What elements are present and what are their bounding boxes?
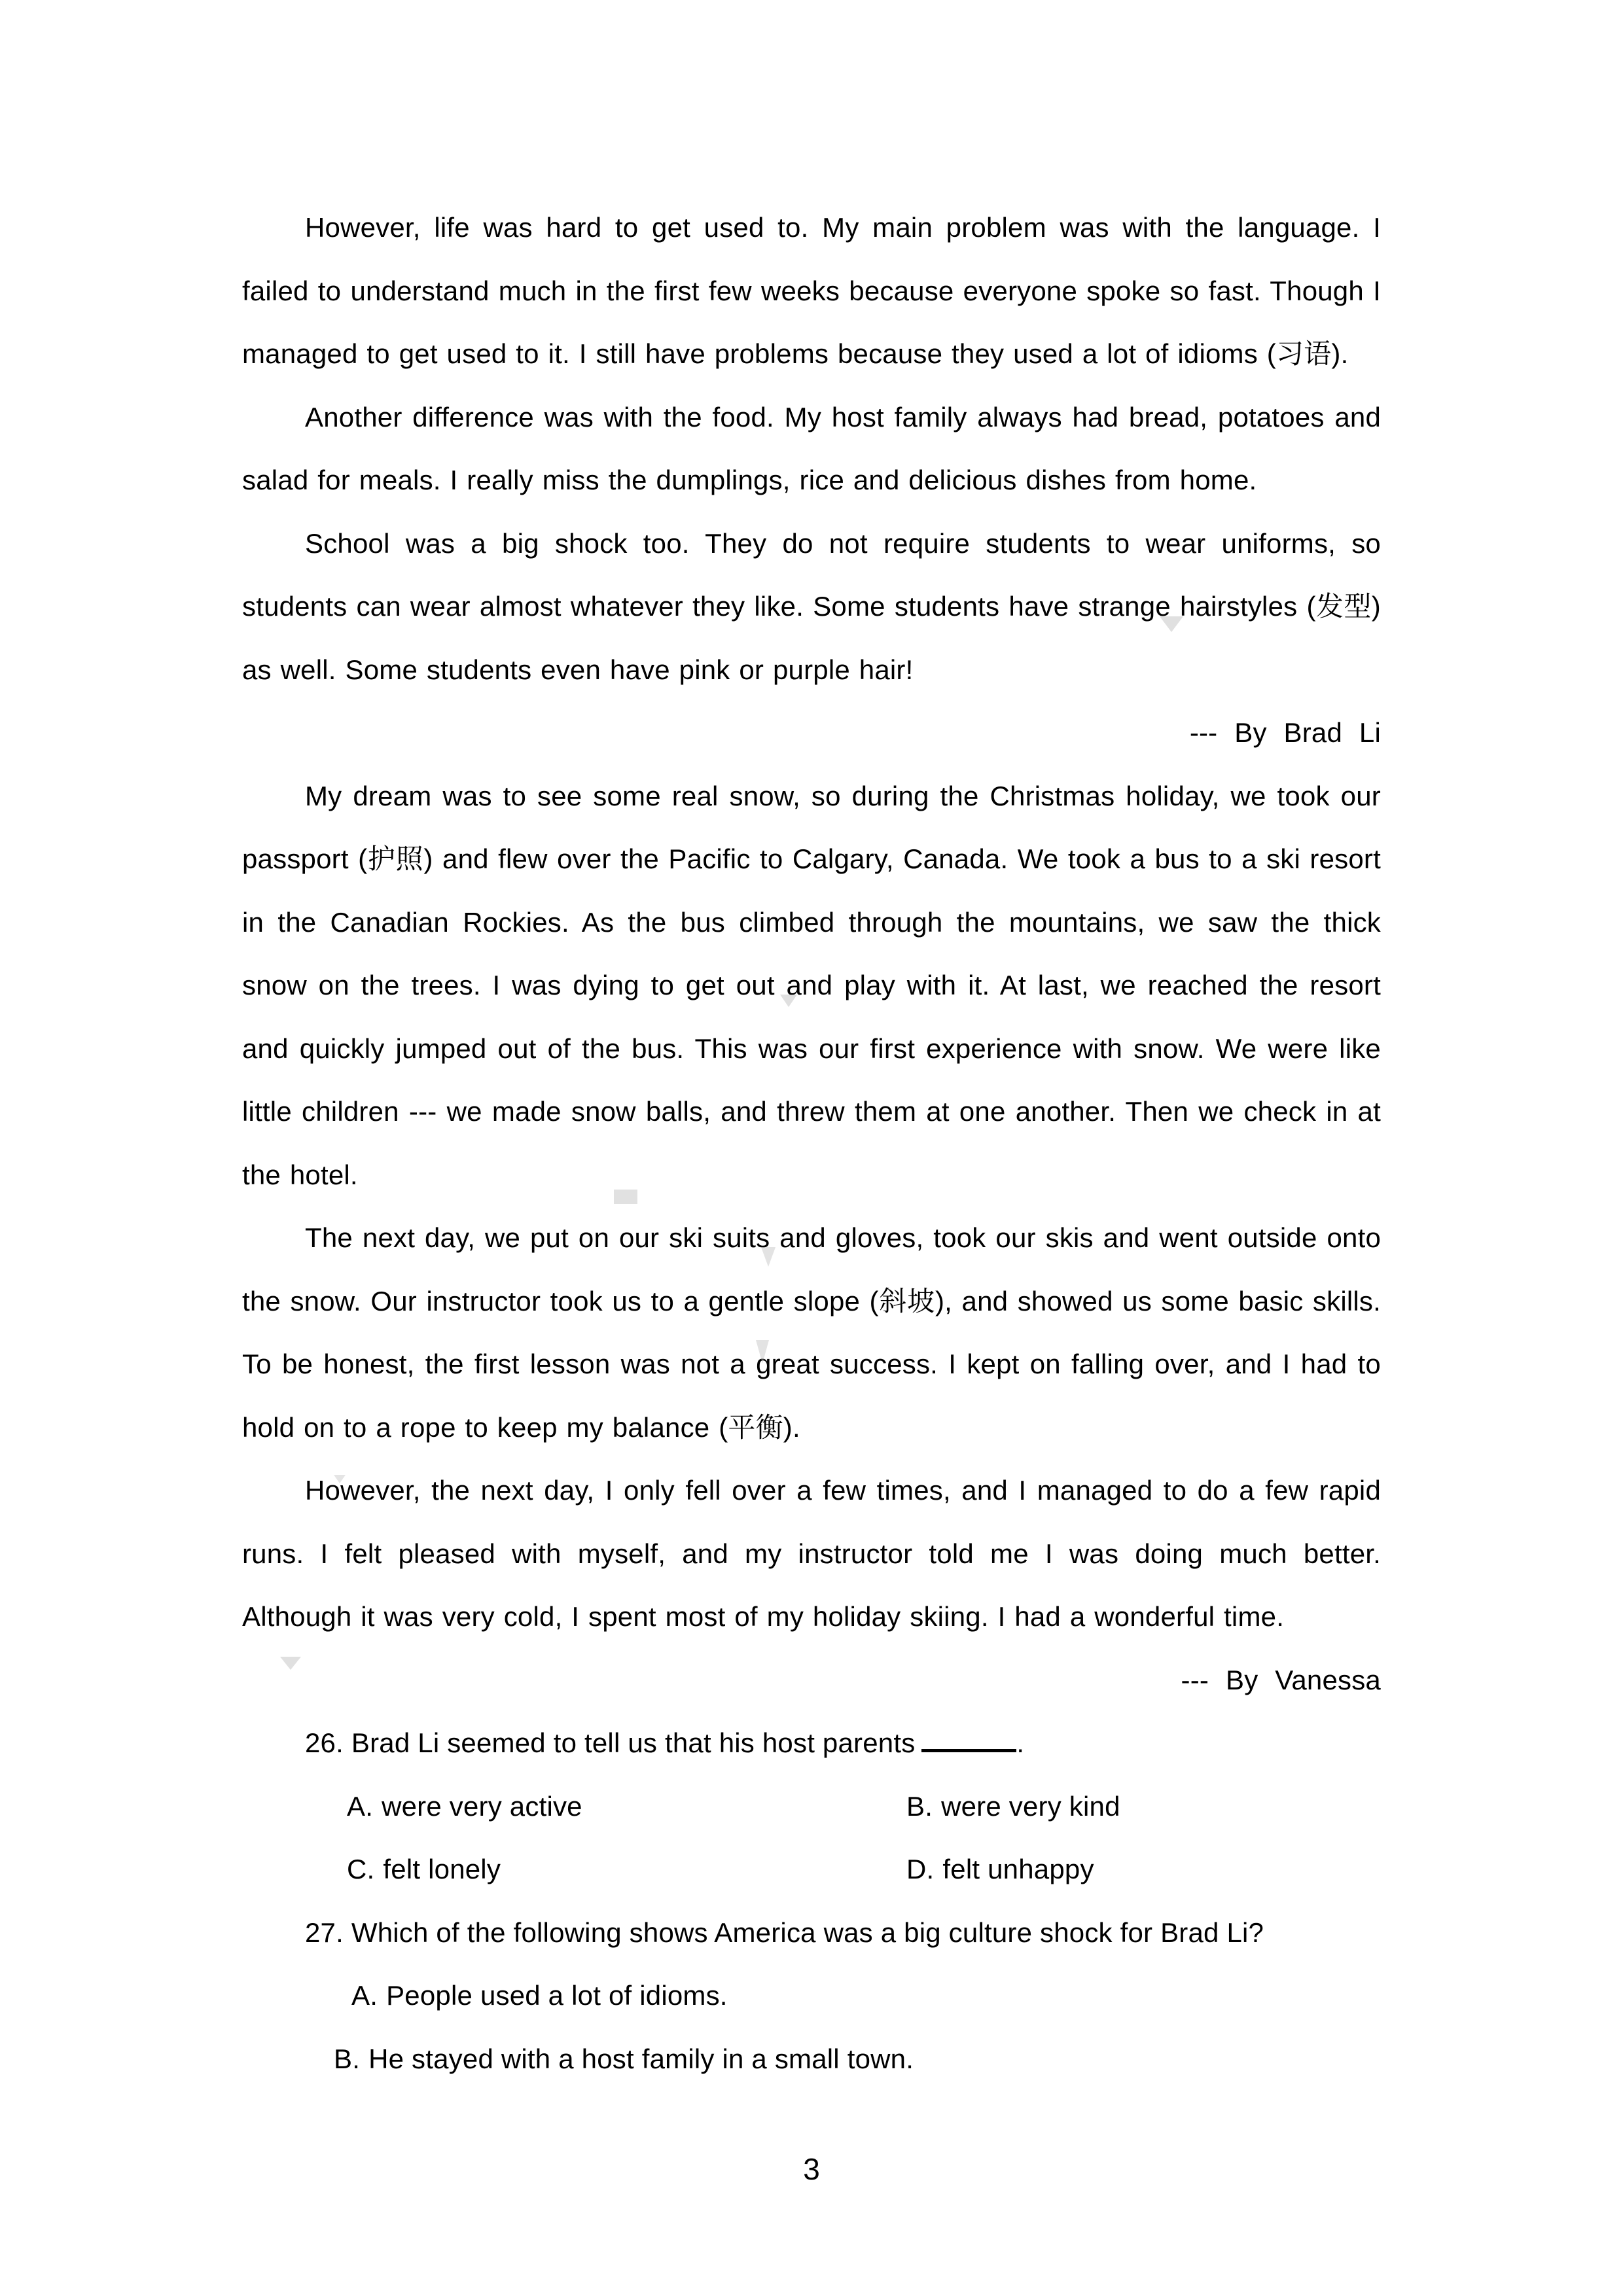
page-number: 3: [803, 2152, 820, 2186]
scan-artifact: [756, 1340, 769, 1364]
option-26-c-label: C.: [347, 1854, 375, 1884]
reading-passage-section: [242, 196, 1381, 2091]
question-26: [242, 1712, 1381, 1901]
byline-brad-li: --- By Brad Li: [1189, 717, 1381, 748]
passage-a-paragraph-1: However, life was hard to get used to. My main problem was with the language. I failed to understand much in the first few weeks because everyone spoke so fast. Though I managed to get used to it. I still have problems because they used a lot of idioms (习语).: [242, 212, 1381, 369]
scan-artifact: [614, 1190, 637, 1204]
question-27: [242, 1901, 1381, 2091]
option-27-a: [242, 1964, 1381, 2028]
passage-a-paragraph-2: Another difference was with the food. My host family always had bread, potatoes and salad for meals. I really miss the dumplings, rice and delicious dishes from home.: [242, 401, 1381, 495]
option-27-b: [242, 2028, 1381, 2091]
question-27-stem: [242, 1901, 1381, 1965]
option-26-b-text: were very kind: [941, 1790, 1120, 1822]
question-26-text: Brad Li seemed to tell us that his host parents: [351, 1727, 916, 1758]
option-26-c-text: felt lonely: [383, 1854, 501, 1884]
option-27-b-text: He stayed with a host family in a small town.: [368, 2043, 914, 2074]
scan-artifact: [780, 995, 797, 1007]
option-26-c: [347, 1838, 906, 1901]
byline-vanessa: --- By Vanessa: [1181, 1664, 1381, 1695]
option-26-d: [906, 1838, 1381, 1901]
question-27-number: 27.: [305, 1916, 344, 1948]
scan-artifact: [1160, 616, 1183, 632]
passage-a-paragraph-3: School was a big shock too. They do not require students to wear uniforms, so students can wear almost whatever they like. Some students have strange hairstyles (发型) as well. Some students even have pink or purple hair!: [242, 527, 1381, 685]
passage-b-paragraph-2: The next day, we put on our ski suits and gloves, took our skis and went outside onto the snow. Our instructor took us to a gentle slope (斜坡), and showed us some basic skills. To be honest, the first lesson was not a great success. I kept on falling over, and I had to hold on to a rope to keep my balance (平衡).: [242, 1222, 1381, 1443]
option-26-d-text: felt unhappy: [942, 1854, 1094, 1884]
question-26-period: .: [1016, 1727, 1025, 1758]
option-27-a-label: A.: [351, 1980, 378, 2011]
question-26-options: [242, 1775, 1381, 1901]
question-27-text: Which of the following shows America was a big culture shock for Brad Li?: [351, 1916, 1264, 1948]
option-26-a-text: were very active: [382, 1790, 582, 1822]
passage-b-paragraph-1: My dream was to see some real snow, so during the Christmas holiday, we took our passport (护照) and flew over the Pacific to Calgary, Canada. We took a bus to a ski resort in the Canadian Rockies. As the bus climbed through the mountains, we saw the thick snow on the trees. I was dying to get out and play with it. At last, we reached the resort and quickly jumped out of the bus. This was our first experience with snow. We were like little children --- we made snow balls, and threw them at one another. Then we check in at the hotel.: [242, 780, 1381, 1190]
option-26-d-label: D.: [906, 1854, 935, 1884]
option-26-a-label: A.: [347, 1790, 374, 1822]
scan-artifact: [761, 1247, 776, 1267]
option-27-b-label: B.: [334, 2043, 361, 2074]
answer-blank: [921, 1727, 1016, 1752]
question-26-number: 26.: [305, 1727, 344, 1758]
option-26-b: [906, 1775, 1381, 1839]
option-27-a-text: People used a lot of idioms.: [386, 1980, 728, 2011]
passage-b-paragraph-3: However, the next day, I only fell over a few times, and I managed to do a few rapid runs. I felt pleased with myself, and my instructor told me I was doing much better. Although it was very cold, I spent most of my holiday skiing. I had a wonderful time.: [242, 1475, 1381, 1632]
option-26-b-label: B.: [906, 1790, 933, 1822]
option-26-a: [347, 1775, 906, 1839]
question-26-stem: [242, 1712, 1381, 1775]
scan-artifact: [334, 1475, 346, 1483]
scan-artifact: [280, 1657, 301, 1670]
